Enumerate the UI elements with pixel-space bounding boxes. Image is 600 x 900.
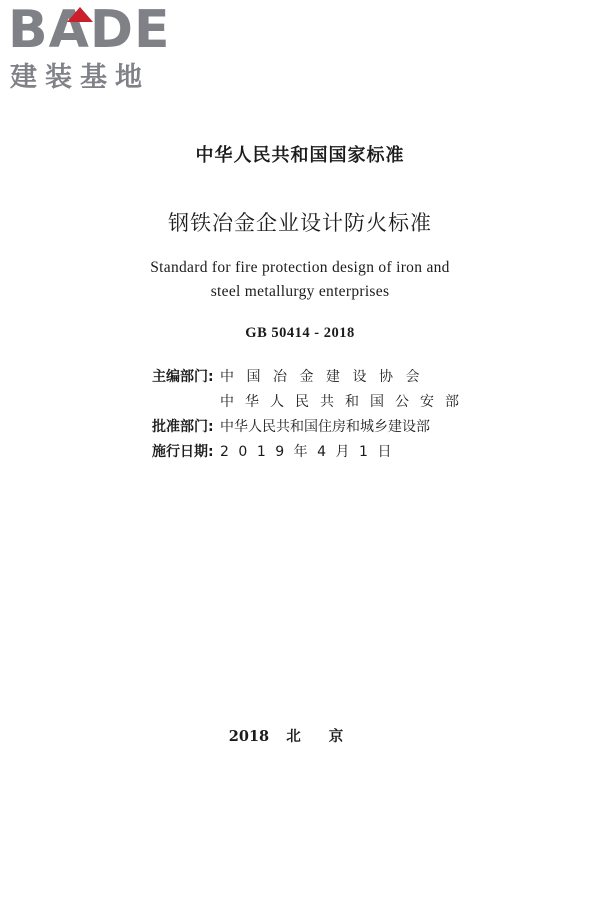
editor-value-1: 中国冶金建设协会 bbox=[220, 369, 432, 385]
publication-info bbox=[152, 365, 470, 465]
approver-label: 批准部门: bbox=[152, 419, 214, 435]
standard-code: GB 50414 - 2018 bbox=[245, 325, 355, 341]
effective-date-value: 2019年4月1日 bbox=[220, 444, 401, 460]
approver-value: 中华人民共和国住房和城乡建设部 bbox=[220, 419, 430, 435]
publication-year: 2018 bbox=[228, 728, 270, 745]
logo-wordmark: BADE bbox=[8, 0, 171, 60]
editor-value-2: 中华人民共和国公安部 bbox=[220, 394, 470, 410]
logo-red-accent bbox=[67, 7, 93, 22]
bade-logo bbox=[8, 0, 183, 99]
logo-subtitle: 建装基地 bbox=[10, 62, 150, 93]
editor-row-2 bbox=[152, 390, 470, 415]
document-title-english-line-2: steel metallurgy enterprises bbox=[210, 283, 390, 300]
publication-city: 北京 bbox=[286, 728, 372, 745]
national-standard-heading: 中华人民共和国国家标准 bbox=[195, 145, 405, 166]
effective-date-row bbox=[152, 440, 470, 465]
document-title-chinese: 钢铁冶金企业设计防火标准 bbox=[168, 211, 432, 235]
editor-label: 主编部门: bbox=[152, 369, 214, 385]
document-title-english-line-1: Standard for fire protection design of iron and bbox=[150, 259, 450, 276]
publication-footer bbox=[0, 725, 600, 746]
approver-row bbox=[152, 415, 470, 440]
editor-row bbox=[152, 365, 470, 390]
effective-date-label: 施行日期: bbox=[152, 444, 214, 460]
